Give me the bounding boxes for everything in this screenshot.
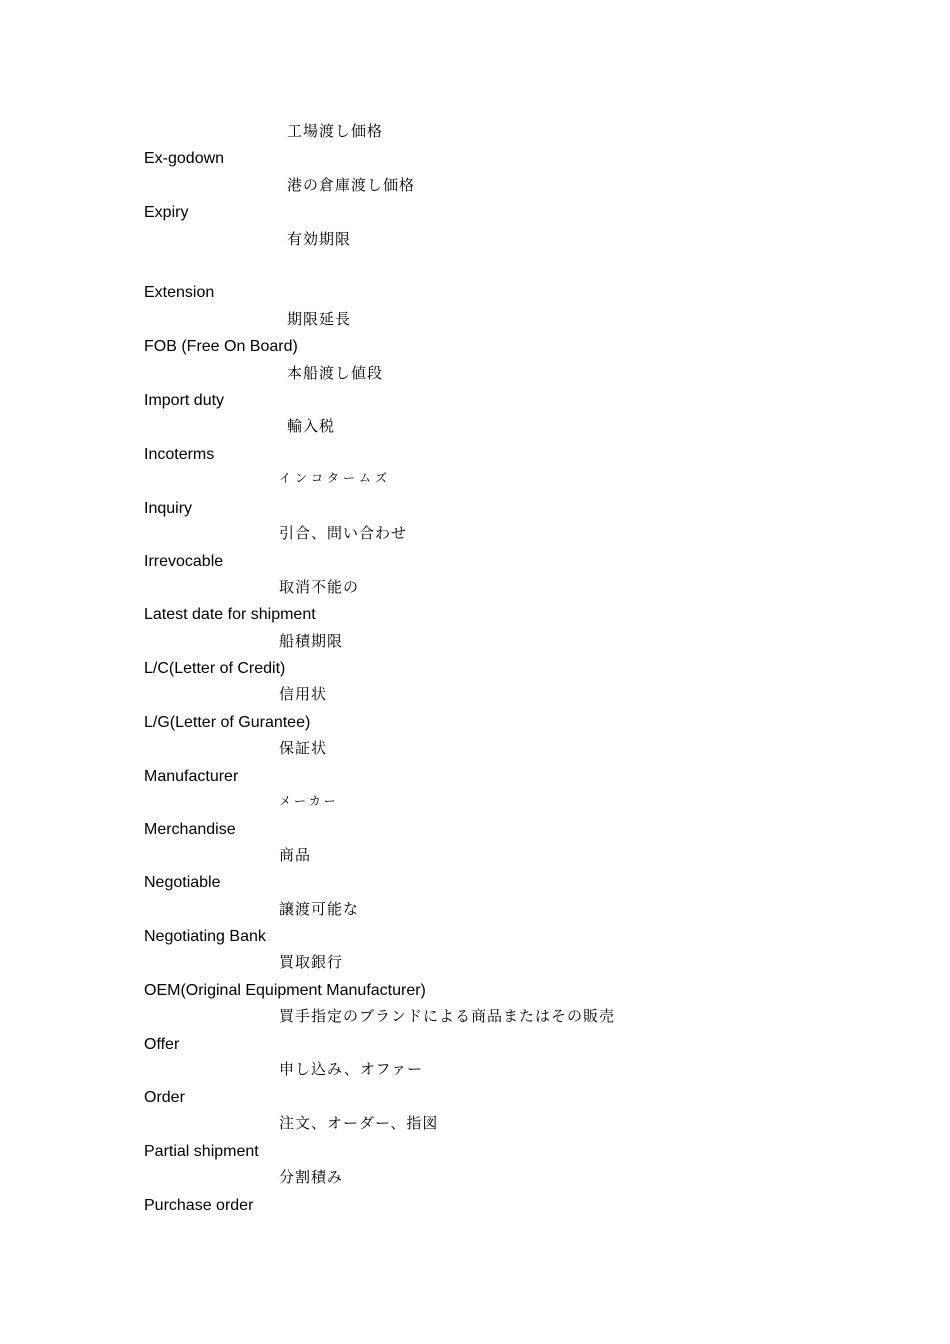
definition-ja: 申し込み、オファー: [279, 1060, 424, 1078]
term-en: Inquiry: [144, 500, 193, 517]
definition-ja: 買手指定のブランドによる商品またはその販売: [279, 1007, 616, 1025]
term-en: Negotiable: [144, 874, 221, 891]
term-en: Latest date for shipment: [144, 606, 316, 623]
term-en: OEM(Original Equipment Manufacturer): [144, 982, 426, 999]
term-en: Order: [144, 1089, 185, 1106]
term-en: L/C(Letter of Credit): [144, 660, 286, 677]
term-en: FOB (Free On Board): [144, 338, 298, 355]
definition-ja: 引合、問い合わせ: [279, 524, 408, 542]
definition-ja: 船積期限: [279, 632, 344, 650]
definition-ja: 信用状: [279, 685, 328, 703]
definition-ja: メーカー: [279, 794, 339, 808]
definition-ja: 分割積み: [279, 1168, 344, 1186]
term-en: Import duty: [144, 392, 225, 409]
definition-ja: 有効期限: [287, 230, 352, 248]
term-en: Expiry: [144, 204, 189, 221]
term-en: L/G(Letter of Gurantee): [144, 714, 311, 731]
definition-ja: 港の倉庫渡し価格: [287, 176, 416, 194]
term-en: Incoterms: [144, 446, 215, 463]
term-en: Purchase order: [144, 1197, 254, 1214]
term-en: Extension: [144, 284, 215, 301]
definition-ja: 取消不能の: [279, 578, 360, 596]
term-en: Irrevocable: [144, 553, 224, 570]
definition-ja: 本船渡し値段: [287, 364, 384, 382]
definition-ja: インコタームズ: [279, 471, 392, 485]
definition-ja: 保証状: [279, 739, 328, 757]
term-en: Manufacturer: [144, 768, 239, 785]
definition-ja: 期限延長: [287, 310, 352, 328]
definition-ja: 輸入税: [287, 417, 336, 435]
term-en: Ex-godown: [144, 150, 225, 167]
definition-ja: 譲渡可能な: [279, 900, 360, 918]
term-en: Offer: [144, 1036, 180, 1053]
definition-ja: 商品: [279, 846, 312, 864]
term-en: Merchandise: [144, 821, 236, 838]
definition-ja: 工場渡し価格: [287, 122, 384, 140]
term-en: Partial shipment: [144, 1143, 259, 1160]
definition-ja: 買取銀行: [279, 953, 344, 971]
term-en: Negotiating Bank: [144, 928, 266, 945]
definition-ja: 注文、オーダー、指図: [279, 1114, 439, 1132]
